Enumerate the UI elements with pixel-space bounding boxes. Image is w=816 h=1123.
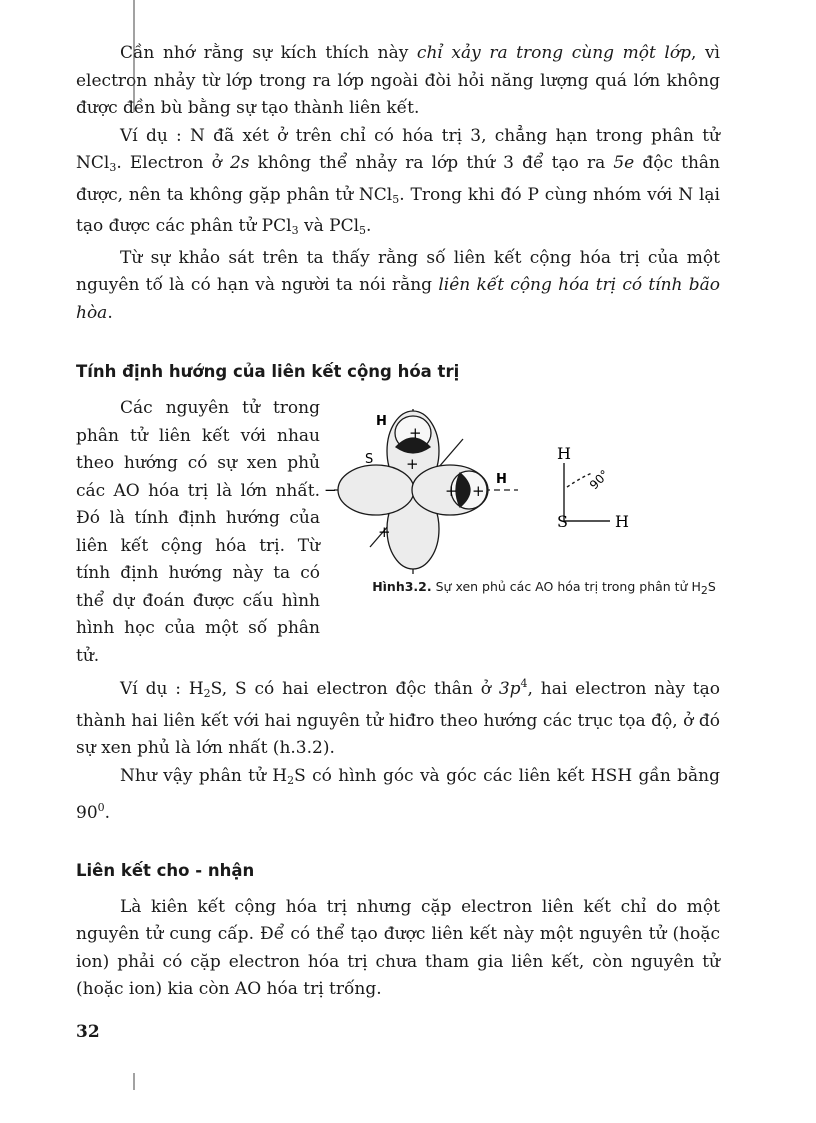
paragraph-directional: H S H + + + + + − H S H 90° Hình3.2. Sự xen phủ các AO hóa trị trong phân tử $H_2S$ Các nguyên tử trong phân tử liên kết với nhau theo hướng có sự xen phủ các AO hóa trị là lớn nhất. Đó là tính định hướng của liên kết cộng hóa trị. Từ tính định hướng này ta có thể dự đoán được cấu hình hình học của một số phân tử. bbox=[76, 395, 720, 670]
plus-sign: + bbox=[472, 482, 485, 500]
plus-sign: + bbox=[409, 424, 422, 442]
plus-sign: + bbox=[378, 523, 391, 541]
heading-directional: Tính định hướng của liên kết cộng hóa trị bbox=[76, 362, 460, 381]
angle-label: 90° bbox=[586, 467, 612, 493]
paragraph-saturation: Từ sự khảo sát trên ta thấy rằng số liên kết cộng hóa trị của một nguyên tố là có hạn và người ta nói rằng liên kết cộng hóa trị có tính bão hòa. bbox=[76, 247, 720, 323]
page-number: 32 bbox=[76, 1022, 100, 1042]
paragraph-excitation: Cần nhớ rằng sự kích thích này chỉ xảy ra trong cùng một lớp, vì electron nhảy từ lớp trong ra lớp ngoài đòi hỏi năng lượng quá lớn không được đền bù bằng sự tạo thành liên kết. bbox=[76, 43, 720, 118]
h-top-label: H bbox=[376, 414, 387, 429]
paragraph-nitrogen-example: Ví dụ : N đã xét ở trên chỉ có hóa trị 3, chẳng hạn trong phân tử NCl$_3$. Electron ở 2s không thể nhảy ra lớp thứ 3 để tạo ra 5e độc thân được, nên ta không gặp phân tử NCl$_5$. Trong khi đó P cùng nhóm với N lại tạo được các phân tử PCl$_3$ và PCl$_5$. bbox=[76, 125, 721, 237]
plus-sign: + bbox=[406, 455, 419, 473]
h-right-label: H bbox=[496, 472, 507, 487]
figure-caption: Hình3.2. Sự xen phủ các AO hóa trị trong phân tử $H_2S$ bbox=[372, 579, 716, 597]
paragraph-donor-acceptor: Là kiên kết cộng hóa trị nhưng cặp electron liên kết chỉ do một nguyên tử cung cấp. Để có thể tạo được liên kết này một nguyên tử (hoặc ion) phải có cặp electron hóa trị chưa tham gia liên kết, còn nguyên tử (hoặc ion) kia còn AO hóa trị trống. bbox=[76, 896, 720, 999]
heading-donor-acceptor: Liên kết cho - nhận bbox=[76, 860, 255, 880]
h-top-geometry-label: H bbox=[557, 444, 571, 463]
paragraph-h2s-angle: Như vậy phân tử $H_2S$ có hình góc và góc các liên kết HSH gần bằng $90^0$. bbox=[76, 765, 720, 823]
s-label: S bbox=[365, 452, 374, 467]
h-right-geometry-label: H bbox=[615, 512, 629, 531]
plus-sign: + bbox=[445, 482, 458, 500]
paragraph-h2s-example: Ví dụ : $H_2S$, S có hai electron độc thân ở $3p^4$, hai electron này tạo thành hai liên kết với hai nguyên tử hiđro theo hướng các trục tọa độ, ở đó sự xen phủ là lớn nhất (h.3.2). bbox=[76, 677, 721, 758]
minus-sign: − bbox=[324, 481, 337, 499]
s-geometry-label: S bbox=[557, 512, 568, 531]
